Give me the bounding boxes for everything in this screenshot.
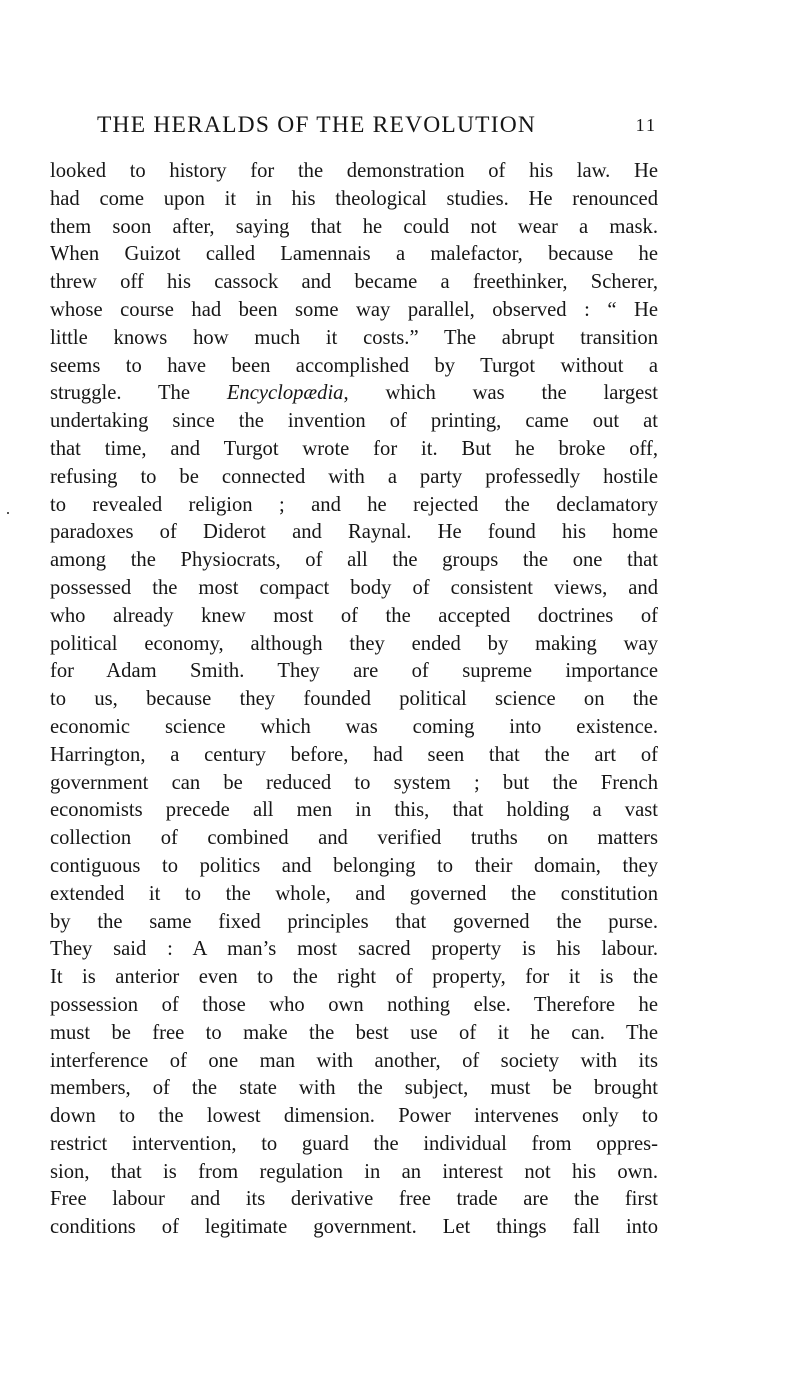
text-line: economic science which was coming into existence. — [50, 715, 658, 738]
text-line: whose course had been some way parallel, observed : “ He — [50, 298, 658, 321]
text-line: contiguous to politics and belonging to their domain, they — [50, 854, 658, 877]
text-line: sion, that is from regulation in an interest not his own. — [50, 1160, 658, 1183]
text-line: undertaking since the invention of printing, came out at — [50, 410, 658, 433]
text-line: down to the lowest dimension. Power intervenes only to — [50, 1105, 658, 1128]
text-line: them soon after, saying that he could not wear a mask. — [50, 215, 658, 238]
text-line: Harrington, a century before, had seen that the art of — [50, 743, 658, 766]
text-line: little knows how much it costs.” The abrupt transition — [50, 326, 658, 349]
text-line: who already knew most of the accepted doctrines of — [50, 604, 658, 627]
text-line: to us, because they founded political science on the — [50, 688, 658, 711]
text-line: extended it to the whole, and governed the constitution — [50, 882, 658, 905]
text-line: by the same fixed principles that governed the purse. — [50, 910, 658, 933]
text-line: Free labour and its derivative free trade are the first — [50, 1188, 658, 1211]
text-line: restrict intervention, to guard the individual from oppres- — [50, 1132, 658, 1155]
text-line: possession of those who own nothing else. Therefore he — [50, 993, 658, 1016]
text-line: refusing to be connected with a party professedly hostile — [50, 465, 658, 488]
text-line: for Adam Smith. They are of supreme importance — [50, 660, 658, 683]
text-line: members, of the state with the subject, must be brought — [50, 1077, 658, 1100]
text-line: interference of one man with another, of society with its — [50, 1049, 658, 1072]
text-line: possessed the most compact body of consistent views, and — [50, 576, 658, 599]
running-title: THE HERALDS OF THE REVOLUTION — [97, 112, 537, 138]
text-line: conditions of legitimate government. Let things fall into — [50, 1216, 658, 1239]
text-line: to revealed religion ; and he rejected the declamatory — [50, 493, 658, 516]
text-line: government can be reduced to system ; but the French — [50, 771, 658, 794]
text-line: that time, and Turgot wrote for it. But he broke off, — [50, 437, 658, 460]
text-line: They said : A man’s most sacred property is his labour. — [50, 938, 658, 961]
text-line: paradoxes of Diderot and Raynal. He found his home — [50, 521, 658, 544]
text-line: political economy, although they ended by making way — [50, 632, 658, 655]
text-line: It is anterior even to the right of property, for it is the — [50, 966, 658, 989]
page-number: 11 — [635, 115, 657, 135]
text-line: must be free to make the best use of it he can. The — [50, 1021, 658, 1044]
text-line: threw off his cassock and became a freethinker, Scherer, — [50, 271, 658, 294]
text-line: collection of combined and verified truths on matters — [50, 827, 658, 850]
text-line: had come upon it in his theological studies. He renounced — [50, 187, 658, 210]
text-line: economists precede all men in this, that holding a vast — [50, 799, 658, 822]
margin-speck — [7, 512, 9, 514]
text-line: When Guizot called Lamennais a malefactor, because he — [50, 243, 658, 266]
text-line: among the Physiocrats, of all the groups the one that — [50, 549, 658, 572]
text-line-encyclopaedia: struggle. The Encyclopædia, which was the largest — [50, 382, 659, 405]
text-line: seems to have been accomplished by Turgot without a — [50, 354, 658, 377]
body-text — [50, 158, 658, 1242]
italic-title: Encyclopædia — [226, 382, 344, 405]
running-header — [97, 110, 657, 140]
text-line: looked to history for the demonstration of his law. He — [50, 160, 658, 182]
